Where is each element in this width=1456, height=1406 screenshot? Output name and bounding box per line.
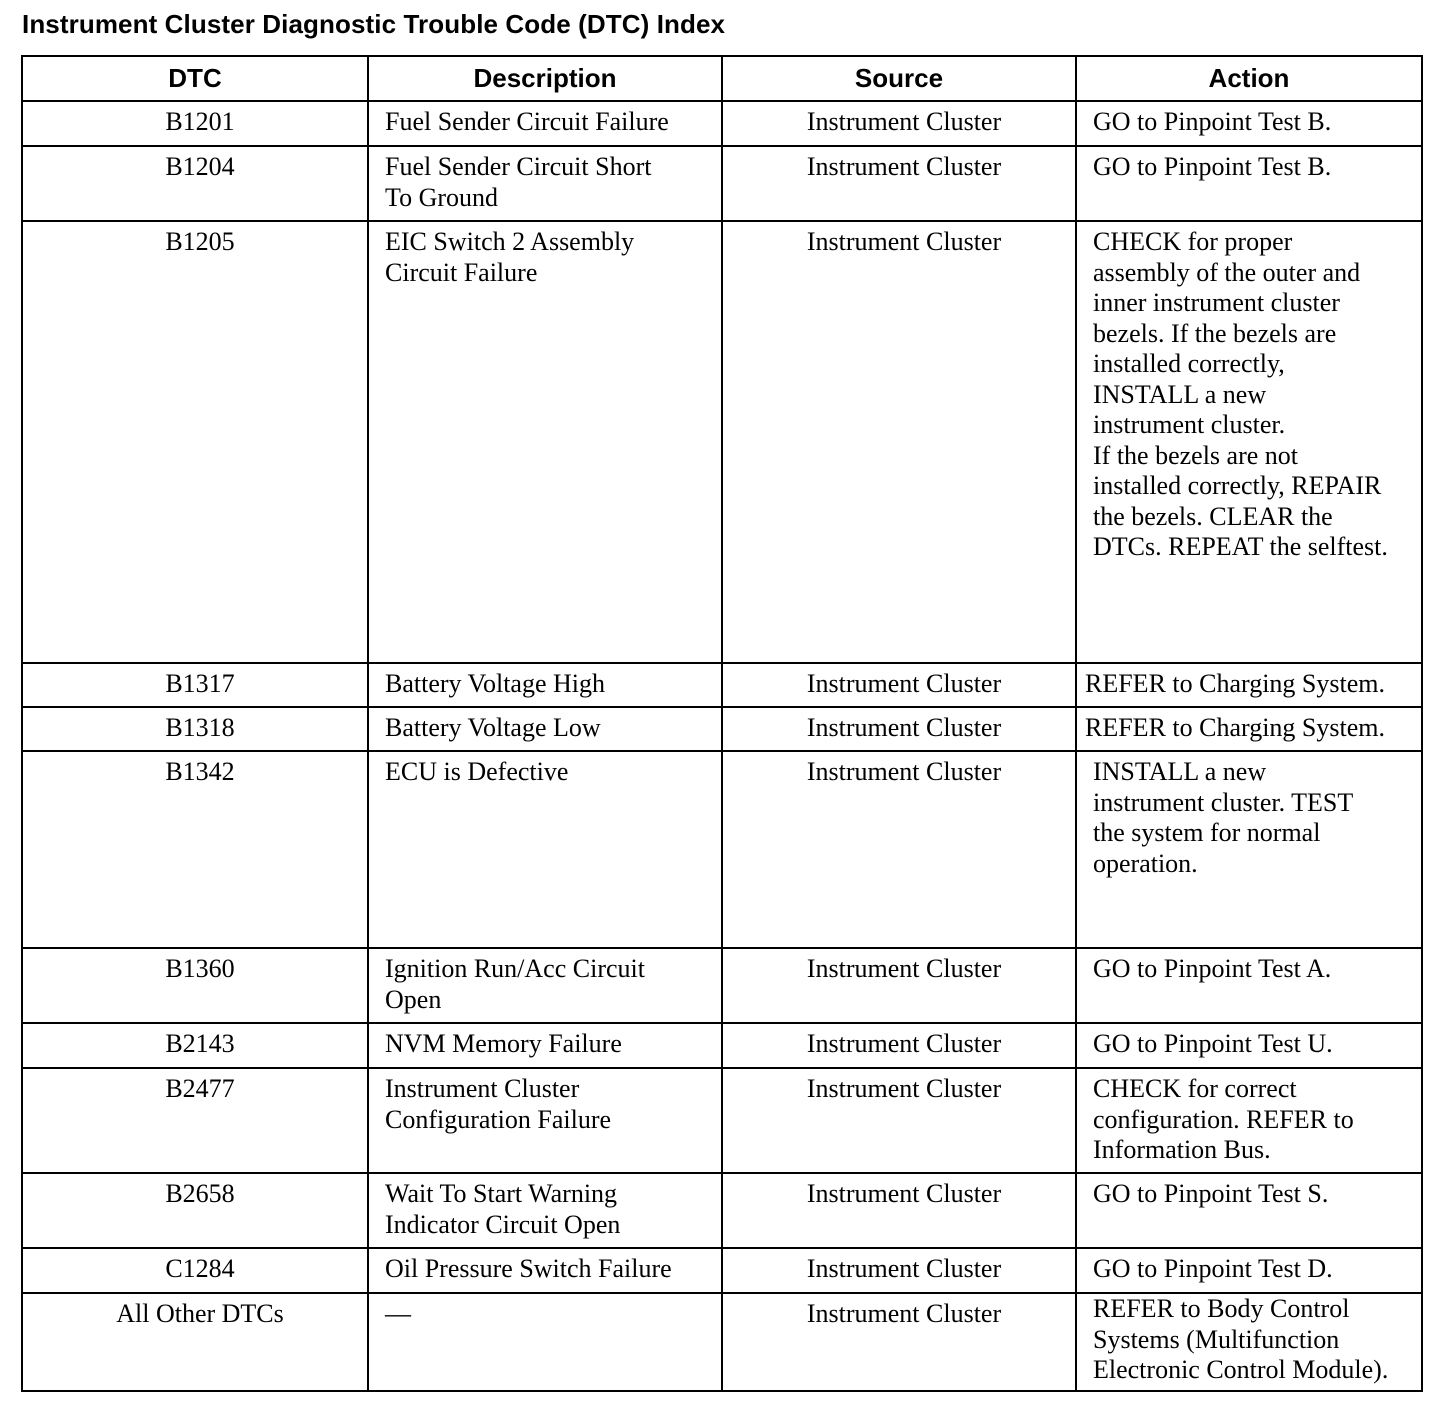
dtc-code-cell: B1204 (22, 146, 368, 221)
action-cell: GO to Pinpoint Test B. (1076, 146, 1422, 221)
dtc-code-cell: B1317 (22, 663, 368, 707)
table-row (22, 751, 1422, 948)
table-row (22, 1293, 1422, 1391)
table-row (22, 1248, 1422, 1293)
description-cell: Wait To Start Warning Indicator Circuit Open (368, 1173, 722, 1248)
action-cell: CHECK for correct configuration. REFER to Information Bus. (1076, 1068, 1422, 1173)
table-row (22, 146, 1422, 221)
table-row (22, 707, 1422, 751)
description-cell: Battery Voltage High (368, 663, 722, 707)
source-cell: Instrument Cluster (722, 1023, 1076, 1068)
description-cell: Battery Voltage Low (368, 707, 722, 751)
column-header-action: Action (1076, 56, 1422, 101)
table-row (22, 1173, 1422, 1248)
action-cell: REFER to Charging System. (1076, 707, 1422, 751)
description-cell: NVM Memory Failure (368, 1023, 722, 1068)
source-cell: Instrument Cluster (722, 751, 1076, 948)
description-cell: Fuel Sender Circuit Failure (368, 101, 722, 146)
action-cell: GO to Pinpoint Test S. (1076, 1173, 1422, 1248)
source-cell: Instrument Cluster (722, 221, 1076, 663)
table-row (22, 221, 1422, 663)
table-row (22, 948, 1422, 1023)
description-cell: Instrument Cluster Configuration Failure (368, 1068, 722, 1173)
dtc-code-cell: B1342 (22, 751, 368, 948)
source-cell: Instrument Cluster (722, 707, 1076, 751)
action-cell: GO to Pinpoint Test D. (1076, 1248, 1422, 1293)
source-cell: Instrument Cluster (722, 1293, 1076, 1391)
description-cell: — (368, 1293, 722, 1391)
description-cell: Ignition Run/Acc Circuit Open (368, 948, 722, 1023)
dtc-code-cell: B1318 (22, 707, 368, 751)
source-cell: Instrument Cluster (722, 1173, 1076, 1248)
action-cell: CHECK for proper assembly of the outer and inner instrument cluster bezels. If the bezels are installed correctly, INSTALL a new instrument cluster. If the bezels are not installed correctly, REPAIR the bezels. CLEAR the DTCs. REPEAT the selftest. (1076, 221, 1422, 663)
table-row (22, 1068, 1422, 1173)
column-header-dtc: DTC (22, 56, 368, 101)
dtc-code-cell: C1284 (22, 1248, 368, 1293)
description-cell: Oil Pressure Switch Failure (368, 1248, 722, 1293)
table-row (22, 1023, 1422, 1068)
table-row (22, 101, 1422, 146)
action-cell: GO to Pinpoint Test B. (1076, 101, 1422, 146)
table-header-row (22, 56, 1422, 101)
dtc-code-cell: B2477 (22, 1068, 368, 1173)
source-cell: Instrument Cluster (722, 948, 1076, 1023)
dtc-code-cell: All Other DTCs (22, 1293, 368, 1391)
action-cell: GO to Pinpoint Test U. (1076, 1023, 1422, 1068)
source-cell: Instrument Cluster (722, 101, 1076, 146)
dtc-index-table (21, 55, 1423, 1392)
column-header-description: Description (368, 56, 722, 101)
action-cell: GO to Pinpoint Test A. (1076, 948, 1422, 1023)
action-cell: INSTALL a new instrument cluster. TEST the system for normal operation. (1076, 751, 1422, 948)
source-cell: Instrument Cluster (722, 146, 1076, 221)
source-cell: Instrument Cluster (722, 663, 1076, 707)
action-cell: REFER to Body Control Systems (Multifunction Electronic Control Module). (1076, 1293, 1422, 1391)
dtc-code-cell: B1360 (22, 948, 368, 1023)
description-cell: Fuel Sender Circuit Short To Ground (368, 146, 722, 221)
source-cell: Instrument Cluster (722, 1068, 1076, 1173)
dtc-code-cell: B1205 (22, 221, 368, 663)
source-cell: Instrument Cluster (722, 1248, 1076, 1293)
document-title: Instrument Cluster Diagnostic Trouble Code (DTC) Index (22, 9, 726, 39)
description-cell: EIC Switch 2 Assembly Circuit Failure (368, 221, 722, 663)
action-cell: REFER to Charging System. (1076, 663, 1422, 707)
dtc-code-cell: B2658 (22, 1173, 368, 1248)
dtc-code-cell: B2143 (22, 1023, 368, 1068)
dtc-code-cell: B1201 (22, 101, 368, 146)
column-header-source: Source (722, 56, 1076, 101)
description-cell: ECU is Defective (368, 751, 722, 948)
table-row (22, 663, 1422, 707)
